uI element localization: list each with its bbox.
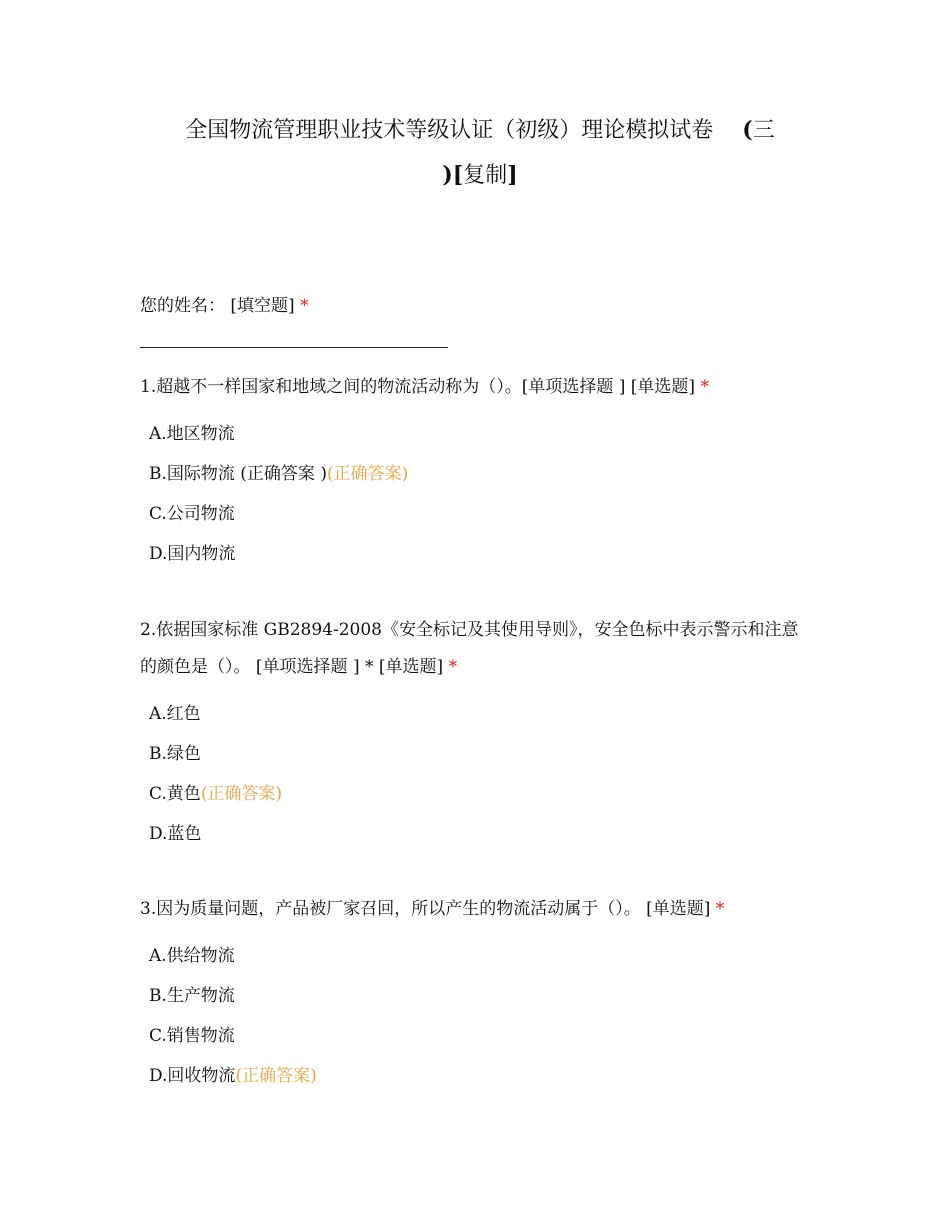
required-mark: * — [700, 377, 709, 397]
correct-answer-mark: (正确答案) — [326, 464, 409, 484]
question-2-option-d[interactable] — [149, 822, 201, 846]
required-mark: * — [300, 296, 309, 316]
name-question-tag: [填空题] — [230, 296, 295, 316]
option-label: D.回收物流 — [149, 1066, 236, 1086]
question-3-text: 3.因为质量问题，产品被厂家召回，所以产生的物流活动属于（）。 [单选题] — [140, 899, 711, 919]
required-mark: * — [715, 899, 725, 919]
option-label: C.黄色 — [149, 784, 201, 804]
correct-answer-mark: (正确答案) — [235, 1066, 317, 1086]
title-line2-prefix: )[ — [442, 162, 464, 188]
title-paren-open: ( — [742, 117, 753, 143]
correct-answer-mark: (正确答案) — [200, 784, 283, 804]
question-2 — [140, 612, 810, 686]
question-3-option-a[interactable] — [149, 944, 235, 968]
question-2-text: 2.依据国家标准 GB2894-2008《安全标记及其使用导则》，安全色标中表示警示和注意的颜色是（）。 [单项选择题 ] * [单选题] — [140, 620, 799, 677]
option-label: B.国际物流 (正确答案 ) — [149, 464, 327, 484]
question-1-option-c[interactable] — [149, 502, 235, 526]
title-number: 三 — [752, 118, 775, 143]
title-line2-suffix: ] — [507, 162, 518, 188]
option-label: D.国内物流 — [149, 544, 236, 564]
question-1-text: 1.超越不一样国家和地域之间的物流活动称为（）。[单项选择题 ] [单选题] — [140, 377, 696, 397]
page-title — [150, 108, 810, 198]
question-1-option-a[interactable] — [149, 422, 235, 446]
question-1-option-d[interactable] — [149, 542, 235, 566]
option-label: B.生产物流 — [149, 986, 235, 1006]
required-mark: * — [448, 657, 458, 677]
name-question — [140, 288, 810, 325]
question-3-option-d[interactable] — [149, 1064, 317, 1088]
option-label: D.蓝色 — [149, 824, 202, 844]
title-copy-label: 复制 — [463, 163, 508, 188]
option-label: A.供给物流 — [149, 946, 235, 966]
question-3-option-b[interactable] — [149, 984, 235, 1008]
title-main: 全国物流管理职业技术等级认证（初级）理论模拟试卷 — [185, 118, 714, 143]
option-label: A.地区物流 — [149, 424, 235, 444]
option-label: C.公司物流 — [149, 504, 235, 524]
name-question-label: 您的姓名： — [140, 296, 225, 316]
question-2-option-c[interactable] — [149, 782, 282, 806]
option-label: B.绿色 — [149, 744, 201, 764]
question-2-option-b[interactable] — [149, 742, 201, 766]
name-input-line[interactable] — [140, 347, 448, 348]
option-label: A.红色 — [149, 704, 201, 724]
question-1-option-b[interactable] — [149, 462, 408, 486]
option-label: C.销售物流 — [149, 1026, 235, 1046]
question-3 — [140, 891, 810, 928]
question-3-option-c[interactable] — [149, 1024, 235, 1048]
question-1 — [140, 369, 810, 406]
question-2-option-a[interactable] — [149, 702, 201, 726]
